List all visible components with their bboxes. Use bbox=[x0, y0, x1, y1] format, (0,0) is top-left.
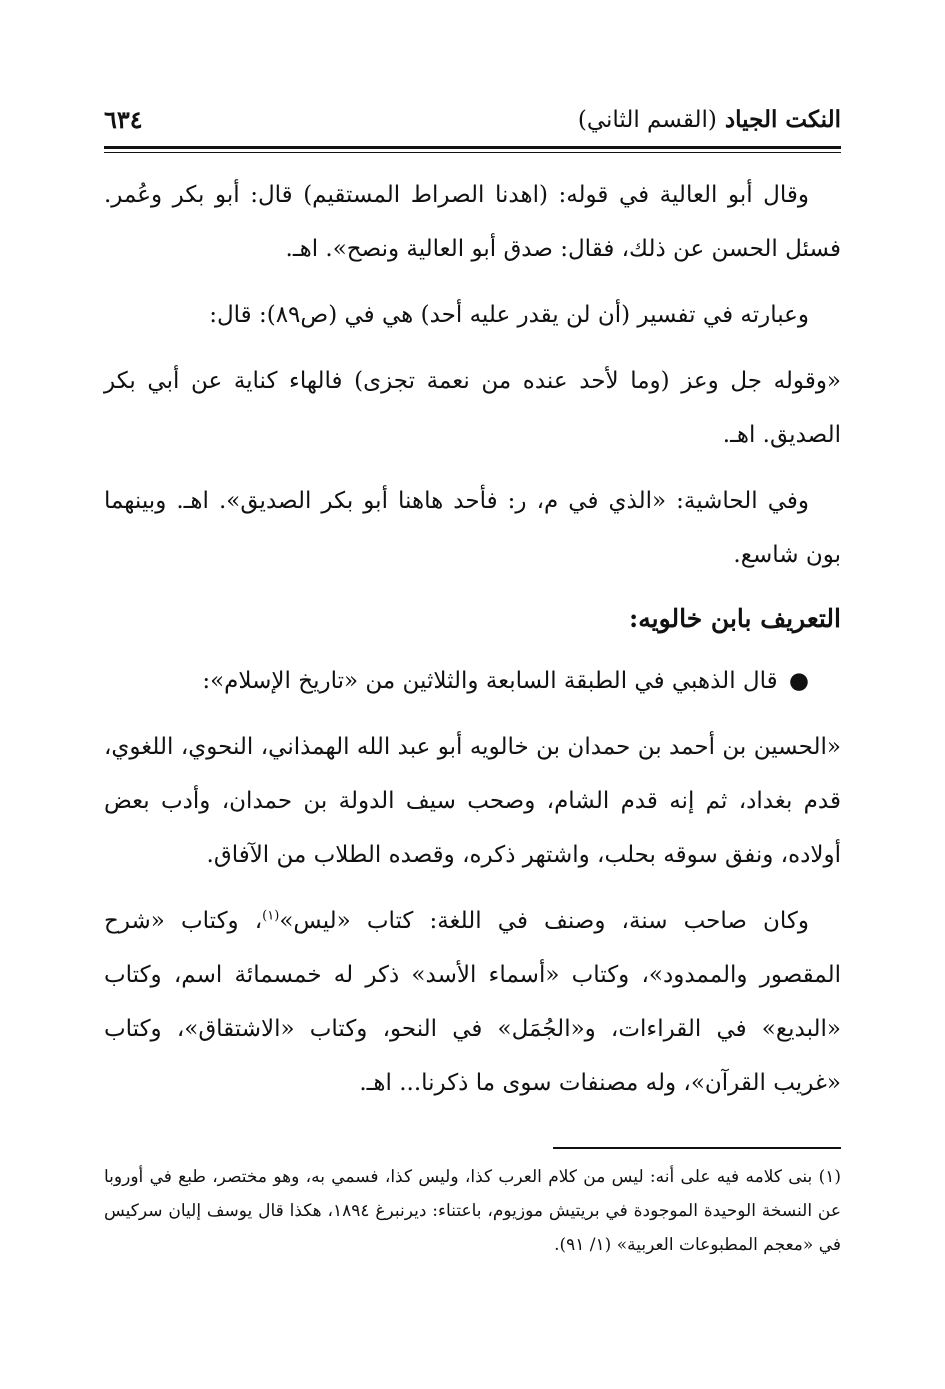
paragraph: وقال أبو العالية في قوله: (اهدنا الصراط المستقيم) قال: أبو بكر وعُمر. فسئل الحسن عن ذلك، فقال: صدق أبو العالية ونصح». اهـ. bbox=[104, 182, 841, 262]
paragraph-text: ، وكتاب «شرح المقصور والممدود»، وكتاب «أسماء الأسد» ذكر له خمسمائة اسم، وكتاب «البديع» في القراءات، و«الجُمَل» في النحو، وكتاب «الاشتقاق»، وكتاب «غريب القرآن»، وله مصنفات سوى ما ذكرنا... اهـ. bbox=[104, 908, 841, 1096]
bullet-paragraph bbox=[104, 654, 841, 708]
main-text bbox=[104, 168, 841, 1122]
paragraph: «الحسين بن أحمد بن حمدان بن خالويه أبو عبد الله الهمذاني، النحوي، اللغوي، قدم بغداد، ثم إنه قدم الشام، وصحب سيف الدولة بن حمدان، وأدب بعض أولاده، ونفق سوقه بحلب، واشتهر ذكره، وقصده الطلاب من الآفاق. bbox=[104, 734, 841, 868]
paragraph: وعبارته في تفسير (أن لن يقدر عليه أحد) هي في (ص٨٩): قال: bbox=[209, 302, 809, 328]
paragraph: «وقوله جل وعز (وما لأحد عنده من نعمة تجزى) فالهاء كناية عن أبي بكر الصديق. اهـ. bbox=[104, 368, 841, 448]
footnote-divider bbox=[553, 1147, 841, 1149]
page-number: ٦٣٤ bbox=[104, 104, 143, 134]
running-title bbox=[578, 106, 841, 133]
bullet-icon: ● bbox=[788, 668, 809, 694]
footnote: (١) بنى كلامه فيه على أنه: ليس من كلام العرب كذا، وليس كذا، فسمي به، وهو مختصر، طبع في أوروبا عن النسخة الوحيدة الموجودة في بريتيش موزيوم، باعتناء: ديرنبرغ ١٨٩٤، هكذا قال يوسف إليان سركيس في «معجم المطبوعات العربية» (١/ ٩١). bbox=[104, 1167, 841, 1255]
paragraph-text: قال الذهبي في الطبقة السابعة والثلاثين من «تاريخ الإسلام»: bbox=[202, 668, 778, 694]
paragraph: وفي الحاشية: «الذي في م، ر: فأحد هاهنا أبو بكر الصديق». اهـ. وبينهما بون شاسع. bbox=[104, 488, 841, 568]
footnote-reference: (١) bbox=[262, 908, 280, 924]
book-section: (القسم الثاني) bbox=[577, 106, 717, 133]
header-rule bbox=[104, 146, 841, 149]
section-heading: التعريف بابن خالويه: bbox=[629, 604, 841, 633]
paragraph bbox=[104, 894, 841, 1110]
running-header bbox=[104, 96, 841, 142]
header-rule-thin bbox=[104, 152, 841, 153]
paragraph-text: وكان صاحب سنة، وصنف في اللغة: كتاب «ليس» bbox=[279, 908, 809, 934]
book-title: النكت الجياد bbox=[724, 105, 841, 133]
